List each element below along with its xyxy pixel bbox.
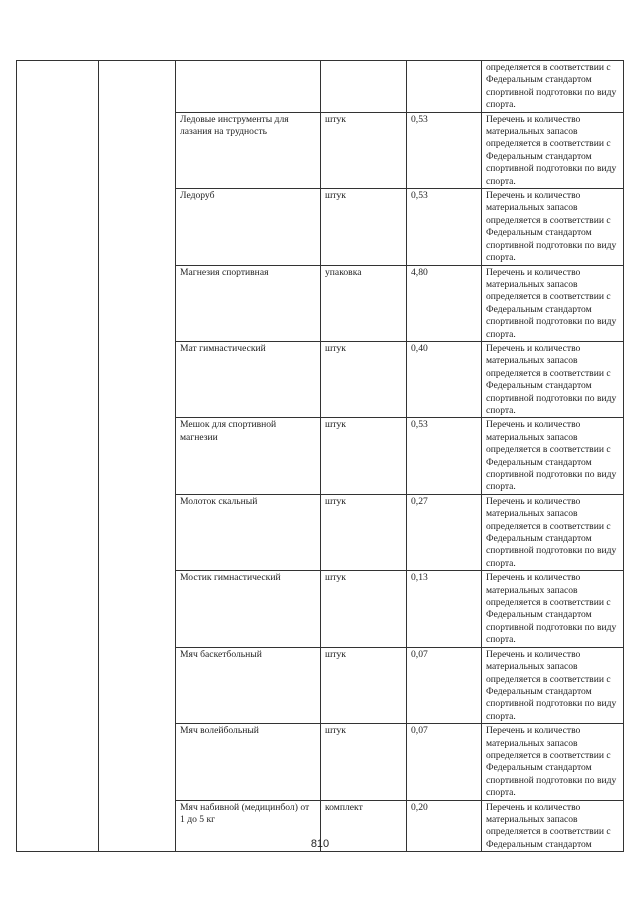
item-name-cell: Мат гимнастический (176, 341, 321, 417)
item-name-cell: Мяч баскетбольный (176, 647, 321, 723)
unit-cell: штук (321, 647, 407, 723)
quantity-cell: 0,40 (407, 341, 482, 417)
quantity-cell: 0,53 (407, 112, 482, 188)
note-cell: Перечень и количество материальных запасов определяется в соответствии с Федеральным стандартом спортивной подготовки по виду спорта. (482, 724, 624, 800)
quantity-cell (407, 61, 482, 113)
item-name-cell: Магнезия спортивная (176, 265, 321, 341)
item-name-cell: Мостик гимнастический (176, 571, 321, 647)
page-number: 810 (310, 838, 330, 850)
quantity-cell: 0,20 (407, 800, 482, 852)
item-name-cell: Мешок для спортивной магнезии (176, 418, 321, 494)
unit-cell (321, 61, 407, 113)
note-cell: Перечень и количество материальных запасов определяется в соответствии с Федеральным стандартом спортивной подготовки по виду спорта. (482, 189, 624, 265)
quantity-cell: 0,27 (407, 494, 482, 570)
unit-cell: штук (321, 571, 407, 647)
unit-cell: штук (321, 112, 407, 188)
merged-cell-col1 (17, 61, 99, 852)
unit-cell: комплект (321, 800, 407, 852)
note-cell: Перечень и количество материальных запасов определяется в соответствии с Федеральным стандартом спортивной подготовки по виду спорта. (482, 112, 624, 188)
item-name-cell: Мяч волейбольный (176, 724, 321, 800)
note-cell: Перечень и количество материальных запасов определяется в соответствии с Федеральным стандартом (482, 800, 624, 852)
quantity-cell: 0,13 (407, 571, 482, 647)
unit-cell: штук (321, 418, 407, 494)
note-cell: Перечень и количество материальных запасов определяется в соответствии с Федеральным стандартом спортивной подготовки по виду спорта. (482, 418, 624, 494)
note-cell: Перечень и количество материальных запасов определяется в соответствии с Федеральным стандартом спортивной подготовки по виду спорта. (482, 341, 624, 417)
quantity-cell: 0,53 (407, 189, 482, 265)
note-cell: Перечень и количество материальных запасов определяется в соответствии с Федеральным стандартом спортивной подготовки по виду спорта. (482, 647, 624, 723)
quantity-cell: 0,07 (407, 724, 482, 800)
item-name-cell: Мяч набивной (медицинбол) от 1 до 5 кг (176, 800, 321, 852)
note-cell: определяется в соответствии с Федеральным стандартом спортивной подготовки по виду спорта. (482, 61, 624, 113)
quantity-cell: 4,80 (407, 265, 482, 341)
item-name-cell: Ледовые инструменты для лазания на трудность (176, 112, 321, 188)
note-cell: Перечень и количество материальных запасов определяется в соответствии с Федеральным стандартом спортивной подготовки по виду спорта. (482, 494, 624, 570)
note-cell: Перечень и количество материальных запасов определяется в соответствии с Федеральным стандартом спортивной подготовки по виду спорта. (482, 571, 624, 647)
table-row (17, 61, 624, 113)
merged-cell-col2 (99, 61, 176, 852)
item-name-cell: Ледоруб (176, 189, 321, 265)
unit-cell: штук (321, 341, 407, 417)
item-name-cell: Молоток скальный (176, 494, 321, 570)
unit-cell: штук (321, 189, 407, 265)
quantity-cell: 0,53 (407, 418, 482, 494)
note-cell: Перечень и количество материальных запасов определяется в соответствии с Федеральным стандартом спортивной подготовки по виду спорта. (482, 265, 624, 341)
equipment-table (16, 60, 624, 852)
unit-cell: штук (321, 724, 407, 800)
unit-cell: штук (321, 494, 407, 570)
unit-cell: упаковка (321, 265, 407, 341)
quantity-cell: 0,07 (407, 647, 482, 723)
item-name-cell (176, 61, 321, 113)
